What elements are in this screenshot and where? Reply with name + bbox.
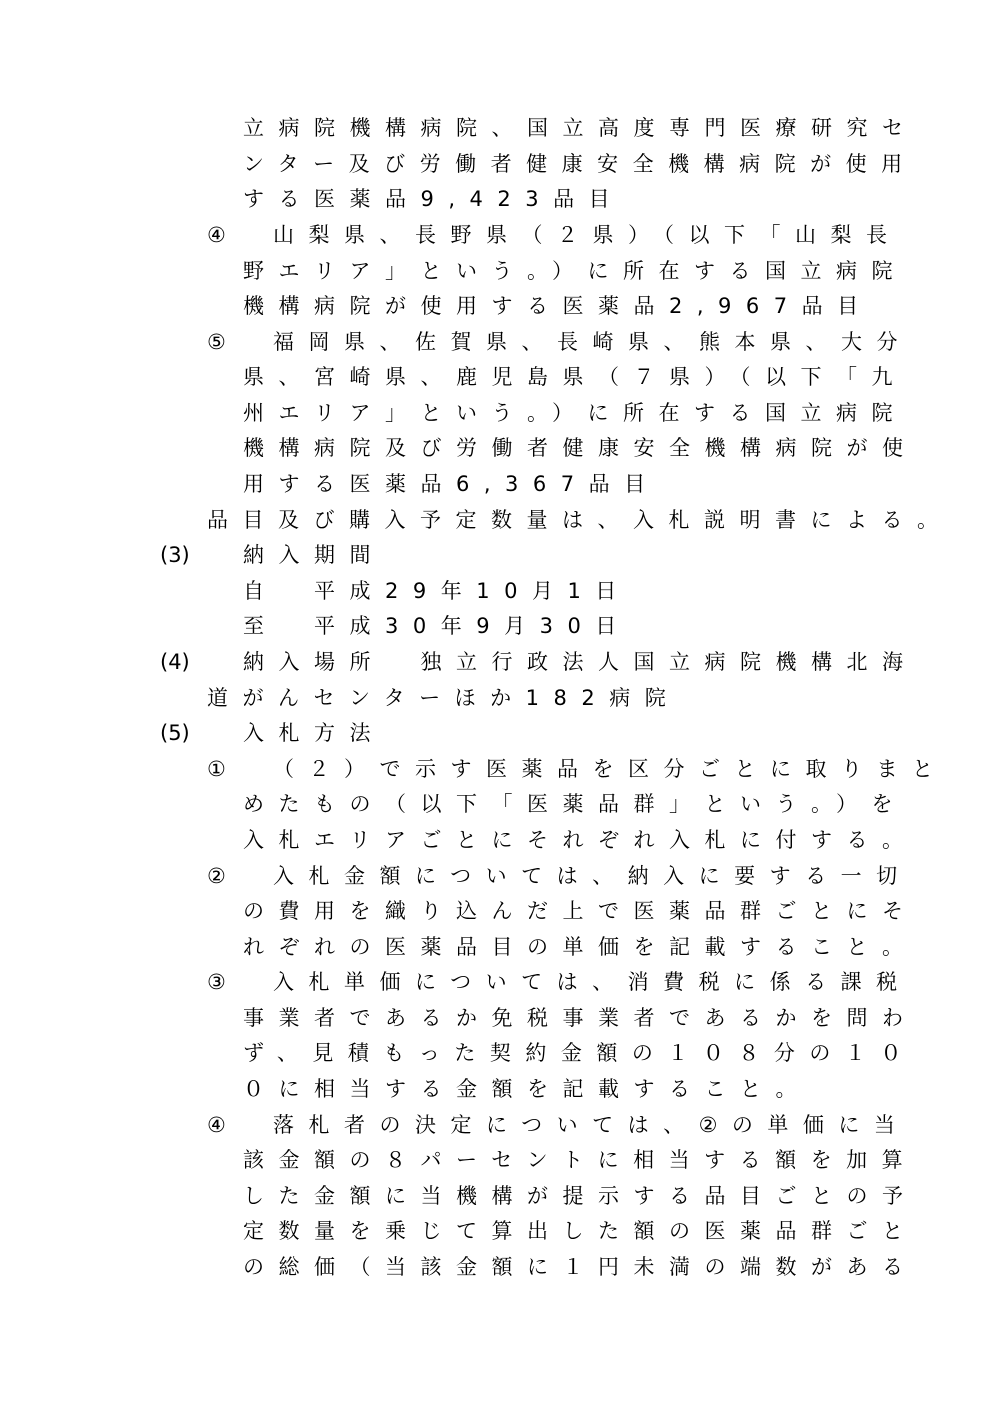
text-line: 定数量を乗じて算出した額の医薬品群ごと — [243, 1219, 918, 1243]
text-line: の総価（当該金額に１円未満の端数がある — [243, 1255, 918, 1279]
text-line: 県、宮崎県、鹿児島県（７県）（以下「九 — [243, 365, 907, 389]
text-line: 立病院機構病院、国立高度専門医療研究セ — [243, 116, 918, 140]
text-line: 道がんセンターほか182病院 — [207, 686, 681, 710]
text-line: の費用を織り込んだ上で医薬品群ごとにそ — [243, 899, 918, 923]
item-marker: ④ — [207, 223, 226, 247]
text-line: 野エリア」という。）に所在する国立病院 — [243, 259, 907, 283]
text-line: ０に相当する金額を記載すること。 — [243, 1077, 811, 1101]
text-line: 事業者であるか免税事業者であるかを問わ — [243, 1006, 918, 1030]
text-line: 入札単価については、消費税に係る課税 — [273, 970, 912, 994]
text-line: 山梨県、長野県（２県）（以下「山梨長 — [273, 223, 902, 247]
text-line: 至 平成30年9月30日 — [243, 614, 631, 638]
section-marker: (3) — [160, 543, 190, 567]
text-line: 用する医薬品6,367品目 — [243, 472, 660, 496]
text-line: する医薬品9,423品目 — [243, 187, 625, 211]
item-marker: ④ — [207, 1113, 226, 1137]
text-line: 該金額の８パーセントに相当する額を加算 — [243, 1148, 918, 1172]
item-marker: ③ — [207, 970, 226, 994]
item-marker: ⑤ — [207, 330, 226, 354]
text-line: 機構病院及び労働者健康安全機構病院が使 — [243, 436, 918, 460]
text-line: 自 平成29年10月1日 — [243, 579, 631, 603]
section-heading: 納入期間 — [243, 543, 385, 567]
text-line: めたもの（以下「医薬品群」という。）を — [243, 792, 907, 816]
section-heading: 納入場所 独立行政法人国立病院機構北海 — [243, 650, 918, 674]
text-line: （２）で示す医薬品を区分ごとに取りまと — [273, 757, 948, 781]
text-line: した金額に当機構が提示する品目ごとの予 — [243, 1184, 918, 1208]
text-line: 品目及び購入予定数量は、入札説明書による。 — [207, 508, 953, 532]
section-marker: (5) — [160, 721, 190, 745]
text-line: ンター及び労働者健康安全機構病院が使用 — [243, 152, 917, 176]
text-line: 州エリア」という。）に所在する国立病院 — [243, 401, 907, 425]
text-line: れぞれの医薬品目の単価を記載すること。 — [243, 935, 918, 959]
text-line: 入札エリアごとにそれぞれ入札に付する。 — [243, 828, 918, 852]
item-marker: ② — [207, 864, 226, 888]
section-heading: 入札方法 — [243, 721, 385, 745]
text-line: 入札金額については、納入に要する一切 — [273, 864, 912, 888]
item-marker: ① — [207, 757, 226, 781]
text-line: 機構病院が使用する医薬品2,967品目 — [243, 294, 873, 318]
text-line: 福岡県、佐賀県、長崎県、熊本県、大分 — [273, 330, 912, 354]
text-line: ず、見積もった契約金額の１０８分の１０ — [243, 1041, 916, 1065]
section-marker: (4) — [160, 650, 190, 674]
text-line: 落札者の決定については、②の単価に当 — [273, 1113, 910, 1137]
